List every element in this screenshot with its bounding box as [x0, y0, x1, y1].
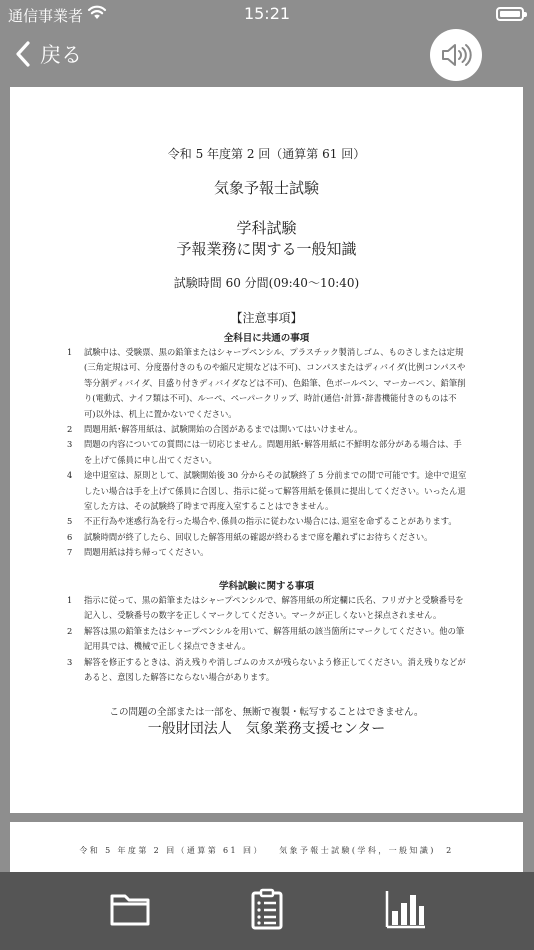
list-item: 3 問題の内容についての質問には一切応じません。問題用紙･解答用紙に不鮮明な部分がある場合は、手を上げて係員に申し出てください。 — [67, 439, 462, 465]
notes-heading: 【注意事項】 — [230, 311, 303, 325]
chevron-left-icon — [14, 40, 32, 68]
subject-line-2: 予報業務に関する一般知識 — [176, 240, 357, 258]
list-item: 3 解答を修正するときは、消え残りや消しゴムのカスが残らないよう修正してください。消え残りなどがあると、意図した解答にならない場合があります。 — [67, 656, 466, 683]
copyright-notice: この問題の全部または一部を、無断で複製・転写することはできません。 — [109, 707, 424, 718]
back-label: 戻る — [40, 43, 82, 67]
common-notes-list — [67, 345, 467, 561]
tab-folder[interactable] — [105, 886, 155, 932]
tab-statistics[interactable] — [380, 886, 430, 932]
folder-icon — [108, 887, 152, 931]
organization-name: 一般財団法人 気象業務支援センター — [147, 721, 386, 737]
list-item: 5 不正行為や迷惑行為を行った場合や､係員の指示に従わない場合には､退室を命ずることがあります。 — [67, 516, 457, 527]
exam-name: 気象予報士試験 — [213, 179, 319, 197]
top-bar — [0, 0, 534, 85]
tab-clipboard[interactable] — [242, 886, 292, 932]
list-item: 6 試験時間が終了したら、回収した解答用紙の確認が終わるまで席を離れずにお待ちください。 — [67, 531, 433, 542]
subject-heading: 学科試験に関する事項 — [218, 581, 314, 592]
tab-bar — [0, 872, 534, 950]
list-item: 1 指示に従って、黒の鉛筆またはシャープペンシルで、解答用紙の所定欄に氏名、フリガナと受験番号を記入し、受験番号の数字を正しくマークしてください。マークが正しくないと採点されません。 — [67, 595, 464, 621]
list-item: 2 問題用紙･解答用紙は、試験開始の合図があるまでは開いてはいけません。 — [67, 424, 363, 435]
list-item: 2 解答は黒の鉛筆またはシャープペンシルを用いて、解答用紙の該当箇所にマークしてください。他の筆記用具では、機械で正しく採点できません。 — [67, 625, 465, 652]
carrier-label: 通信事業者 — [8, 7, 84, 25]
list-item: 4 途中退室は、原則として、試験開始後 30 分からその試験終了 5 分前までの間で可能です。途中で退室したい場合は手を上げて係員に合図し、指示に従って解答用紙を係員に提出してください。いったん退室した方は、その試験終了時まで再度入室することはできません。 — [67, 470, 467, 512]
list-item: 1 試験中は、受験票、黒の鉛筆またはシャープペンシル、プラスチック製消しゴム、ものさしまたは定規(三角定規は可、分度器付きのものや縮尺定規などは不可)、コンパスまたはディバイダ(比例コンパスや等分割ディバイダ、目盛り付きディバイダなどは不可)、色鉛筆、色ボールペン、マーカーペン、鉛筆削り(電動式、ナイフ類は不可)、ルーペ、ペーパークリップ、時計(通信･計算･辞書機能付きのものは不可)以外は、机上に置かないでください。 — [67, 347, 466, 419]
subject-line-1: 学科試験 — [236, 219, 297, 237]
exam-session: 令和 5 年度第 2 回（通算第 61 回） — [167, 147, 366, 161]
battery-icon — [496, 7, 524, 21]
subject-notes-list — [67, 593, 467, 685]
speaker-icon — [439, 40, 473, 70]
bar-chart-icon — [383, 887, 427, 931]
clipboard-icon — [245, 887, 289, 931]
speaker-button[interactable] — [430, 29, 482, 81]
page-footer: 令和 5 年度第 2 回（通算第 61 回） 気象予報士試験(学科，一般知識) 2 — [79, 846, 454, 855]
back-button[interactable] — [14, 38, 82, 70]
common-heading: 全科目に共通の事項 — [223, 333, 310, 344]
exam-duration: 試験時間 60 分間(09:40～10:40) — [173, 276, 360, 290]
list-item: 7 問題用紙は持ち帰ってください。 — [67, 547, 209, 558]
clock: 15:21 — [243, 4, 291, 23]
document-page-1[interactable] — [10, 87, 523, 813]
status-bar — [0, 0, 534, 30]
document-page-2[interactable] — [10, 822, 523, 872]
